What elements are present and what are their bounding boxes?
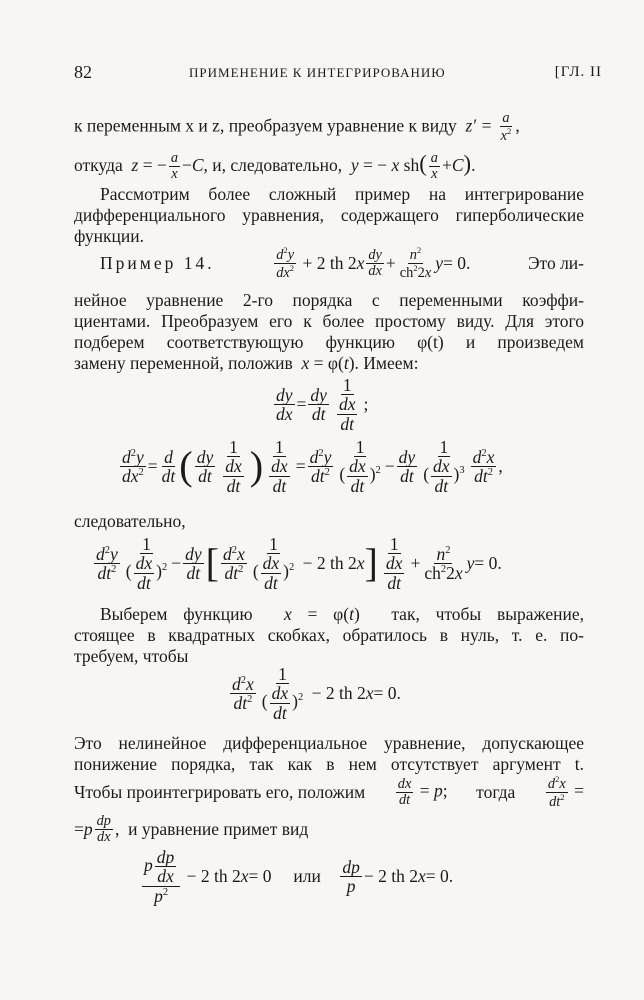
text-line-v2: стоящее в квадратных скобках, обратилось в нуль, т. е. по- bbox=[74, 625, 584, 645]
text-line-n2: понижение порядка, так как в нем отсутствует аргумент t. bbox=[74, 754, 584, 774]
equation-dy-dx: dy dx = dy dt 1 $\frac{dx}{dt}$ ; bbox=[276, 375, 369, 434]
text-line-v3: требуем, чтобы bbox=[74, 646, 189, 666]
text-line-10: замену переменной, положив x = φ(t). Имеем: bbox=[74, 353, 419, 373]
running-title: ПРИМЕНЕНИЕ К ИНТЕГРИРОВАНИЮ bbox=[189, 65, 446, 80]
text-line-n1: Это нелинейное дифференциальное уравнение, допускающее bbox=[74, 733, 584, 753]
text-line-7: нейное уравнение 2-го порядка с переменными коэффи- bbox=[74, 290, 584, 310]
text-line-n4: = p dp dx , и уравнение примет вид bbox=[74, 813, 309, 846]
page-number: 82 bbox=[74, 62, 92, 82]
equation-bracket-zero: $d^2x$ $dt^2$ 1 ( $\frac{dx}{dt}$ )$^2$ − 2 th 2 x = 0. bbox=[232, 664, 401, 723]
text-line-n3: Чтобы проинтегрировать его, положим $\frac{dx}{dt}$ = p; тогда $\frac{d^2x}{dt^2}$ = bbox=[74, 774, 584, 810]
example-14-line: Пример 14. $d^2y$ $dx^2$ + 2 th 2 x dy dx + $n^2$ $ch^22x$ y = 0. Это ли- bbox=[100, 245, 584, 281]
equation-second-derivative: $d^2y$ $dx^2$ = d dt ( dy dt 1 $\frac{dx}{dt}$ ) 1 $\frac{dx}{dt}$ = $d^2y$ $dt^2$ 1 ( $\frac{dx}{dt}$ )$^2$ − dy dt 1 ( $\frac{dx}{dt}$ )$^3$ $d^2x$ $dt^2$ , bbox=[122, 437, 503, 496]
text-line-1: к переменным x и z, преобразуем уравнение к виду z′ = $\frac{a}{x^2}$ , bbox=[74, 110, 520, 144]
example-equation: $d^2y$ $dx^2$ + 2 th 2 x dy dx + $n^2$ $ch^22x$ y = 0. bbox=[276, 245, 471, 281]
chapter-label: [ГЛ. II bbox=[554, 64, 602, 80]
text-or: или bbox=[293, 866, 321, 887]
text-line-8: циентами. Преобразуем его к более простому виду. Для этого bbox=[74, 311, 584, 331]
text-line-4: дифференциального уравнения, содержащего гиперболические bbox=[74, 205, 584, 225]
page-header bbox=[74, 62, 602, 84]
text-line-2: откуда z = − $\frac{a}{x}$ −C, и, следовательно, y = − x sh( $\frac{a}{x}$ +C). bbox=[74, 150, 476, 183]
equation-final: p $\frac{dp}{dx}$ $p^2$ − 2 th 2 x = 0 или dp p − 2 th 2 x = 0. bbox=[144, 847, 454, 906]
text-line-v1: Выберем функцию x = φ(t) так, чтобы выражение, bbox=[100, 604, 584, 624]
example-label: Пример 14. bbox=[100, 252, 215, 273]
text-line-5: функции. bbox=[74, 226, 144, 246]
text-line-9: подберем соответствующую функцию φ(t) и произведем bbox=[74, 332, 584, 352]
text-line-3: Рассмотрим более сложный пример на интегрирование bbox=[100, 184, 584, 204]
text-line-sled: следовательно, bbox=[74, 511, 186, 531]
equation-transformed: $d^2y$ $dt^2$ 1 ( $\frac{dx}{dt}$ )$^2$ − dy dt [ $d^2x$ $dt^2$ 1 ( $\frac{dx}{dt}$ )$^2$ − 2 th 2 x ] 1 $\frac{dx}{dt}$ + $n^2$ $ch^22x$ y = 0. bbox=[96, 534, 502, 593]
